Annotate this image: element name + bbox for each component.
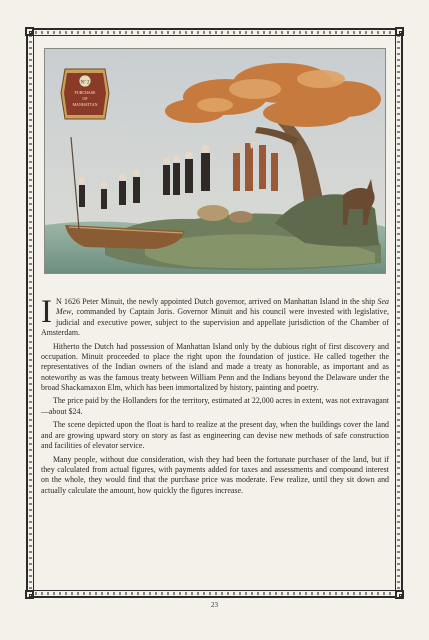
- paragraph-1-text: N 1626 Peter Minuit, the newly appointed Dutch governor, arrived on Manhattan Island in the ship: [56, 297, 378, 306]
- badge-number: Nº 2: [80, 80, 90, 86]
- border-pattern-top: [29, 31, 400, 34]
- paragraph-5: Many people, without due consideration, wish they had been the fortunate purchaser of the land, but if they calculated from actual figures, with payments added for taxes and assessments and compound interest on the whole, they would find that the purchase price was moderate. Few realize, until they sit down and actually calculate the amount, how quickly the figures increase.: [41, 454, 389, 495]
- paragraph-3: The price paid by the Hollanders for the territory, estimated at 22,000 acres in extent, was not extravagant—about $24.: [41, 396, 390, 416]
- border-pattern-right: [397, 31, 400, 595]
- border-corner-bottom-right: [395, 590, 404, 599]
- paragraph-1-tail: , commanded by Captain Joris. Governor Minuit and his council were invested with legislative, judicial and executive power, subject to the supervision and appellate jurisdiction of the Chamber of Amsterdam.: [41, 307, 389, 338]
- border-pattern-left: [29, 31, 32, 595]
- page-number: 23: [211, 601, 218, 609]
- purchase-scene-painting: [45, 49, 385, 273]
- paragraph-1: [41, 294, 389, 338]
- border-corner-top-right: [395, 27, 404, 36]
- paragraph-2: Hitherto the Dutch had possession of Manhattan Island only by the dubious right of first discovery and occupation. Minuit proceeded to place the right upon the foundation of justice. He called together the representatives of the Indian owners of the island and made a treaty as honorable, as important and as noteworthy as was the famous treaty between William Penn and the Indians beyond the Delaware under the broad Shackamaxon Elm, which has been immortalized by history, painting and poetry.: [41, 341, 389, 392]
- badge-line-3: MANHATTAN: [72, 102, 98, 107]
- badge-line-1: PURCHASE: [74, 90, 96, 95]
- border-pattern-bottom: [29, 592, 400, 595]
- border-corner-bottom-left: [25, 590, 34, 599]
- article-body: [41, 294, 390, 499]
- border-corner-top-left: [25, 27, 34, 36]
- paragraph-4: The scene depicted upon the float is hard to realize at the present day, when the buildings cover the land and are growing upward story on story as fast as engineering can devise new methods of safe construction and facilities of elevator service.: [41, 420, 389, 451]
- drop-cap: I: [41, 294, 53, 330]
- float-illustration: [44, 48, 386, 274]
- ship-name: Sea Mew: [56, 297, 389, 317]
- badge-line-2: OF: [82, 96, 88, 101]
- purchase-badge: [61, 69, 109, 119]
